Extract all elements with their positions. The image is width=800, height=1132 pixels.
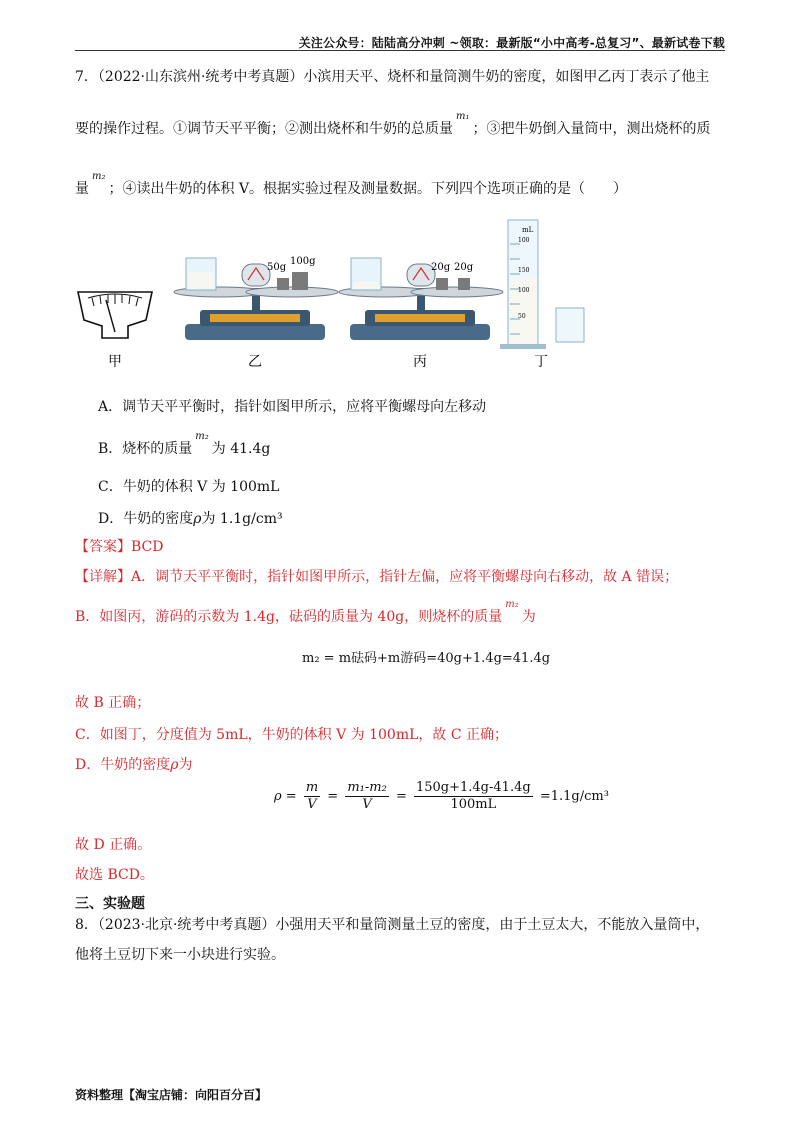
cylinder-tick-4: 50 xyxy=(518,313,526,320)
q7-line2 xyxy=(75,111,711,138)
option-d-tail: 为 1.1g/cm³ xyxy=(201,511,283,527)
q7-line3-tail: ；④读出牛奶的体积 V。根据实验过程及测量数据。下列四个选项正确的是（ ） xyxy=(108,181,628,197)
pointer-scale-jia xyxy=(78,292,152,338)
detail-b xyxy=(75,599,536,626)
header-divider xyxy=(75,50,725,51)
eq-d-frac1 xyxy=(304,780,320,813)
figure-label-bing: 丙 xyxy=(413,354,427,370)
detail-b-text: B．如图丙，游码的示数为 1.4g，砝码的质量为 40g，则烧杯的质量 xyxy=(75,609,503,625)
q7-line1: 7．（2022·山东滨州·统考中考真题）小滨用天平、烧杯和量筒测牛奶的密度，如图甲乙丙丁表示了他主 xyxy=(75,69,710,85)
q7-line2-tail: ；③把牛奶倒入量筒中，测出烧杯的质 xyxy=(472,121,711,137)
eq-d-frac1-num: m xyxy=(305,780,319,795)
eq-d-lhs: ρ = xyxy=(274,789,301,804)
weight-label-yi-1: 50g xyxy=(267,262,287,273)
option-d xyxy=(98,508,283,528)
detail-d-symbol: ρ xyxy=(170,757,179,773)
eq-d-frac1-den: V xyxy=(307,797,317,812)
option-b-tail: 为 41.4g xyxy=(211,441,271,457)
graduated-cylinder-ding xyxy=(500,220,584,349)
balance-yi xyxy=(174,258,338,340)
option-c: C．牛奶的体积 V 为 100mL xyxy=(98,479,280,495)
q8-line2: 他将土豆切下来一小块进行实验。 xyxy=(75,947,285,963)
weight-label-yi-2: 100g xyxy=(290,256,316,267)
weight-label-bing-2: 20g xyxy=(454,262,474,273)
q8-line1: 8．（2023·北京·统考中考真题）小强用天平和量筒测量土豆的密度，由于土豆太大，不能放入量筒中， xyxy=(75,917,710,933)
detail-b-tail: 为 xyxy=(521,609,536,625)
detail-d-text: D．牛奶的密度 xyxy=(75,757,171,773)
detail-c: C．如图丁，分度值为 5mL，牛奶的体积 V 为 100mL，故 C 正确； xyxy=(75,727,509,743)
final-choice: 故选 BCD。 xyxy=(75,867,154,883)
q7-line3-head: 量 xyxy=(75,181,89,197)
figure-label-yi: 乙 xyxy=(248,354,262,370)
option-d-head: D．牛奶的密度 xyxy=(98,511,194,527)
b-correct: 故 B 正确； xyxy=(75,695,151,711)
d-correct: 故 D 正确。 xyxy=(75,837,152,853)
option-b xyxy=(98,431,271,458)
q7-line3 xyxy=(75,171,628,198)
option-b-symbol: m₂ xyxy=(195,431,209,442)
page-footer: 资料整理【淘宝店铺：向阳百分百】 xyxy=(75,1088,268,1102)
eq-d-mid: = xyxy=(327,789,343,804)
q7-line2-text: 要的操作过程。①调节天平平衡；②测出烧杯和牛奶的总质量 xyxy=(75,121,453,137)
eq-d-rhs: =1.1g/cm³ xyxy=(539,789,609,804)
detail-d xyxy=(75,754,192,774)
cylinder-unit: mL xyxy=(522,226,534,234)
m1-symbol: m₁ xyxy=(456,111,470,122)
section-title: 三、实验题 xyxy=(75,896,145,912)
balance-bing xyxy=(339,258,503,340)
option-b-head: B．烧杯的质量 xyxy=(98,441,193,457)
detail-d-tail: 为 xyxy=(178,757,193,773)
cylinder-tick-1: 100 xyxy=(518,237,530,244)
eq-d-frac2-num: m₁-m₂ xyxy=(347,780,387,795)
equation-d xyxy=(274,780,609,813)
cylinder-tick-3: 100 xyxy=(518,287,530,294)
page-header: 关注公众号：陆陆高分冲刺 ~领取：最新版“小中高考-总复习”、最新试卷下载 xyxy=(298,36,725,50)
figure-label-jia: 甲 xyxy=(108,354,122,370)
figure-label-ding: 丁 xyxy=(534,354,548,370)
detail-a: 【详解】A．调节天平平衡时，指针如图甲所示，指针左偏，应将平衡螺母向右移动，故 A 错误； xyxy=(75,569,679,585)
option-d-symbol: ρ xyxy=(193,511,202,527)
option-a: A．调节天平平衡时，指针如图甲所示，应将平衡螺母向左移动 xyxy=(98,399,487,415)
eq-d-eq: = xyxy=(395,789,407,804)
equation-b: m₂ = m砝码+m游码=40g+1.4g=41.4g xyxy=(302,651,551,666)
cylinder-tick-2: 150 xyxy=(518,267,530,274)
answer-label: 【答案】BCD xyxy=(75,539,164,555)
eq-d-frac2-den: V xyxy=(362,797,372,812)
eq-d-frac3-num: 150g+1.4g-41.4g xyxy=(415,780,531,795)
eq-d-frac2 xyxy=(345,780,388,813)
weight-label-bing-1: 20g xyxy=(431,262,451,273)
detail-b-symbol: m₂ xyxy=(505,599,519,610)
eq-d-frac3 xyxy=(414,780,533,813)
m2-symbol: m₂ xyxy=(92,171,106,182)
experiment-figure xyxy=(70,214,600,374)
eq-d-frac3-den: 100mL xyxy=(450,797,497,812)
